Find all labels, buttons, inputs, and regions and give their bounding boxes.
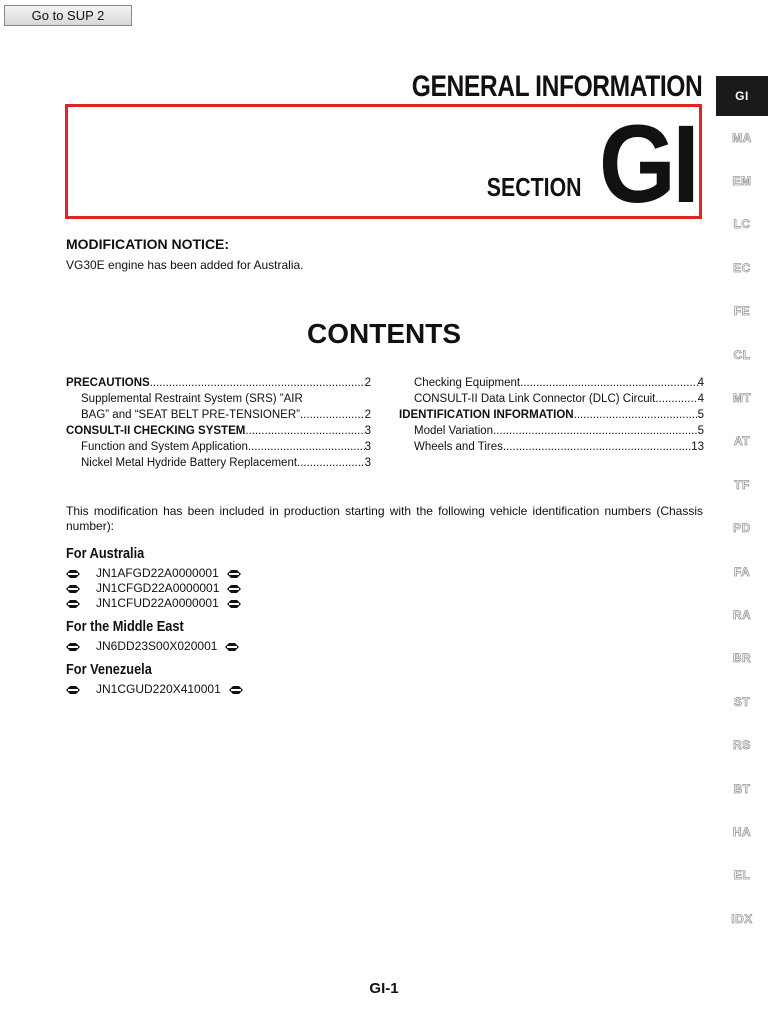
- vin-number: JN1CGUD220X410001: [96, 681, 221, 696]
- region-heading: [66, 619, 466, 635]
- toc-entry[interactable]: [66, 407, 371, 423]
- modification-text: VG30E engine has been added for Australia.: [66, 258, 304, 272]
- tab-fe[interactable]: FE: [733, 304, 751, 319]
- production-text: This modification has been included in production starting with the following vehicle identification numbers (Chassis number):: [66, 504, 703, 533]
- tab-cl[interactable]: CL: [733, 347, 751, 362]
- tab-idx[interactable]: IDX: [731, 911, 753, 926]
- toc-entry[interactable]: [66, 439, 371, 455]
- vin-regions: [66, 546, 466, 696]
- toc-entry-title: Model Variation: [414, 425, 494, 437]
- go-to-sup2-button[interactable]: Go to SUP 2: [4, 5, 132, 26]
- tab-mt[interactable]: MT: [732, 391, 752, 406]
- toc-entry-title: PRECAUTIONS: [66, 377, 150, 389]
- toc-leader-dots: [150, 375, 365, 391]
- toc-entry-title: Supplemental Restraint System (SRS) ”AIR: [81, 393, 303, 405]
- toc-entry-title: IDENTIFICATION INFORMATION: [399, 409, 574, 421]
- vin-number: JN1AFGD22A0000001: [96, 565, 219, 580]
- toc-entry-page: 4: [697, 377, 704, 389]
- section-code: GI: [598, 103, 696, 226]
- toc-leader-dots: [245, 423, 364, 439]
- toc-entry-page: 4: [697, 393, 704, 405]
- page-number: GI-1: [369, 980, 399, 997]
- toc-entry-title: Nickel Metal Hydride Battery Replacement: [81, 457, 298, 469]
- toc-entry[interactable]: [399, 391, 704, 407]
- bullet-icon: [229, 684, 243, 694]
- tab-br[interactable]: BR: [732, 651, 752, 666]
- toc-entry[interactable]: [66, 423, 371, 439]
- toc-entry[interactable]: [399, 407, 704, 423]
- toc-entry[interactable]: [399, 439, 704, 455]
- toc-entry[interactable]: [399, 423, 704, 439]
- toc-leader-dots: [297, 455, 365, 471]
- tab-lc[interactable]: LC: [733, 217, 751, 232]
- vin-item: [66, 595, 466, 610]
- toc-entry-page: 2: [364, 377, 371, 389]
- bullet-icon: [66, 583, 80, 593]
- bullet-icon: [66, 641, 80, 651]
- toc-entry-title: BAG” and “SEAT BELT PRE-TENSIONER”: [81, 409, 300, 421]
- vin-item: [66, 638, 466, 653]
- toc-entry-page: 3: [364, 425, 371, 437]
- toc-leader-dots: [300, 407, 365, 423]
- tab-el[interactable]: EL: [733, 868, 751, 883]
- tab-bt[interactable]: BT: [733, 781, 751, 796]
- tab-tf[interactable]: TF: [734, 477, 750, 492]
- bullet-icon: [227, 568, 241, 578]
- bullet-icon: [225, 641, 239, 651]
- bullet-icon: [227, 598, 241, 608]
- tab-ma[interactable]: MA: [732, 130, 752, 145]
- toc-leader-dots: [248, 439, 365, 455]
- tab-gi[interactable]: GI: [716, 76, 768, 116]
- toc-entry-page: 13: [691, 441, 704, 453]
- modification-heading: MODIFICATION NOTICE:: [66, 236, 230, 252]
- section-tab-bar: [716, 76, 768, 940]
- bullet-icon: [66, 684, 80, 694]
- toc-entry-title: Checking Equipment: [414, 377, 521, 389]
- bullet-icon: [66, 568, 80, 578]
- vin-number: JN6DD23S00X020001: [96, 638, 218, 653]
- tab-fa[interactable]: FA: [733, 564, 751, 579]
- tab-ra[interactable]: RA: [732, 607, 752, 622]
- toc-entry-page: 3: [364, 457, 371, 469]
- toc-entry-title: CONSULT-II CHECKING SYSTEM: [66, 425, 246, 437]
- toc-entry-title: Wheels and Tires: [414, 441, 503, 453]
- region-heading-text: For Australia: [66, 546, 145, 562]
- toc-entry-title: CONSULT-II Data Link Connector (DLC) Circuit: [414, 393, 656, 405]
- toc-entry[interactable]: [66, 391, 371, 407]
- toc-entry[interactable]: [399, 375, 704, 391]
- toc-entry-page: 3: [364, 441, 371, 453]
- toc-entry[interactable]: [66, 375, 371, 391]
- toc-entry-page: 2: [364, 409, 371, 421]
- tab-rs[interactable]: RS: [733, 738, 751, 753]
- toc-right-column: [399, 375, 704, 455]
- toc-leader-dots: [503, 439, 691, 455]
- tab-ha[interactable]: HA: [732, 824, 752, 839]
- toc-entry-page: 5: [697, 425, 704, 437]
- tab-em[interactable]: EM: [732, 174, 752, 189]
- contents-title: CONTENTS: [307, 318, 461, 349]
- toc-entry[interactable]: [66, 455, 371, 471]
- toc-entry-title: Function and System Application: [81, 441, 248, 453]
- bullet-icon: [66, 598, 80, 608]
- region-heading-text: For the Middle East: [66, 619, 184, 635]
- vin-item: [66, 681, 466, 696]
- vin-number: JN1CFUD22A0000001: [96, 595, 219, 610]
- region-heading-text: For Venezuela: [66, 662, 152, 678]
- toc-leader-dots: [574, 407, 698, 423]
- tab-st[interactable]: ST: [733, 694, 751, 709]
- toc-leader-dots: [520, 375, 697, 391]
- page-title: GENERAL INFORMATION: [411, 70, 702, 103]
- vin-number: JN1CFGD22A0000001: [96, 580, 220, 595]
- tab-pd[interactable]: PD: [733, 521, 751, 536]
- toc-left-column: [66, 375, 371, 471]
- toc-leader-dots: [493, 423, 698, 439]
- section-label: SECTION: [487, 172, 582, 202]
- toc-leader-dots: [655, 391, 697, 407]
- vin-item: [66, 565, 466, 580]
- bullet-icon: [227, 583, 241, 593]
- region-heading: [66, 662, 466, 678]
- region-heading: [66, 546, 466, 562]
- toc-entry-page: 5: [697, 409, 704, 421]
- vin-item: [66, 580, 466, 595]
- tab-ec[interactable]: EC: [733, 260, 751, 275]
- tab-at[interactable]: AT: [733, 434, 751, 449]
